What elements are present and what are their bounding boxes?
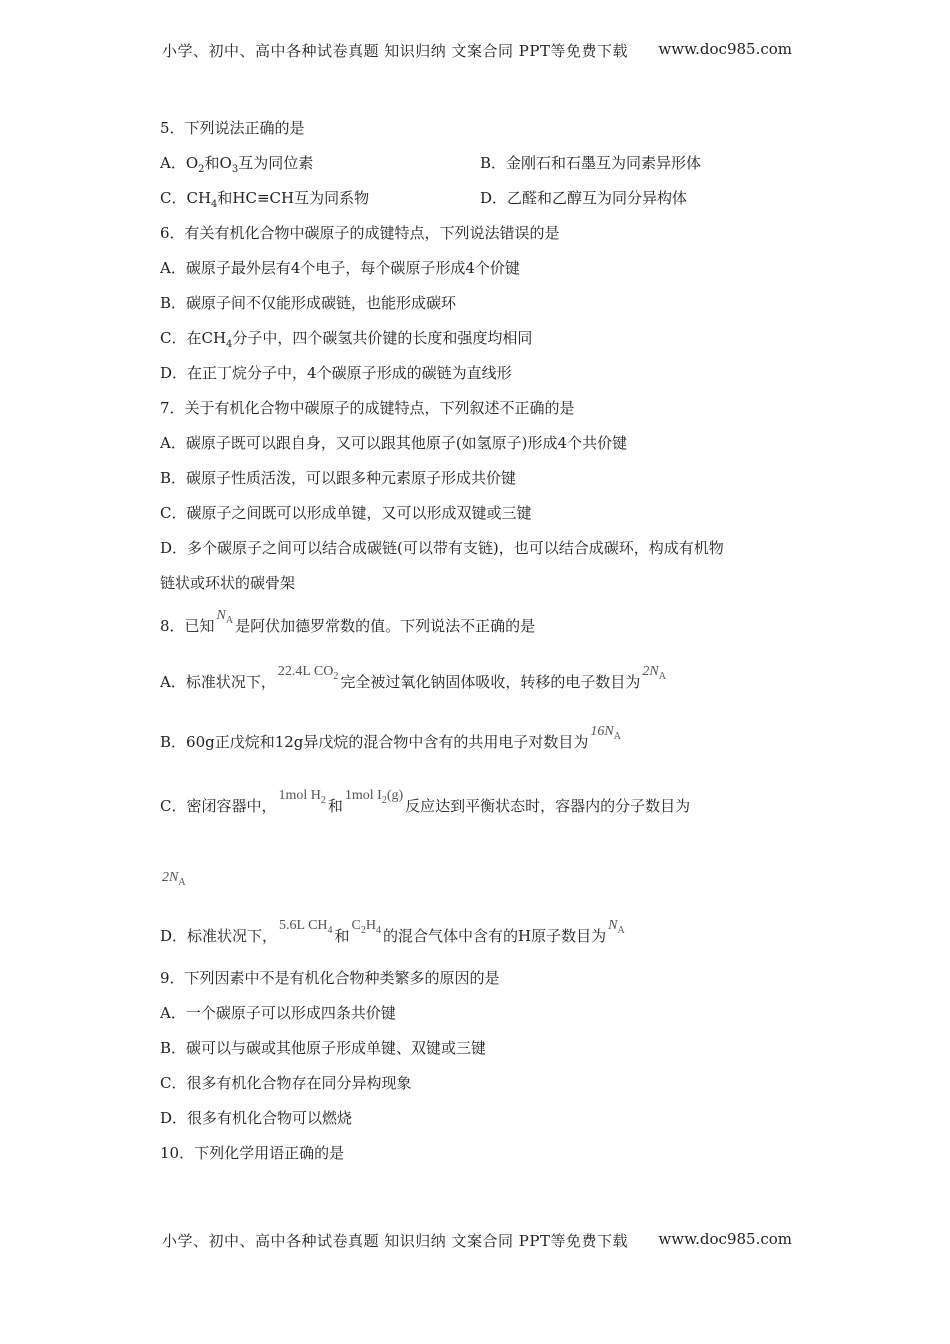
header-text: 小学、初中、高中各种试卷真题 知识归纳 文案合同 PPT等免费下载 [162,42,628,60]
q8-d-answer: $N_A$ [608,918,625,936]
q8-a-answer: $2N_A$ [642,664,666,682]
q6-option-c: C．在$CH_4$分子中，四个碳氢共价键的长度和强度均相同 [160,329,533,350]
q6-option-d: D．在正丁烷分子中，4个碳原子形成的碳链为直线形 [160,364,512,382]
q5-option-a: A．$O_2$和$O_3$互为同位素 [160,154,314,175]
q10-stem: 10．下列化学用语正确的是 [160,1144,345,1162]
q8-d-formula-c2h4: $C_2H_4$ [351,918,381,936]
q5-options-ab [160,151,800,186]
footer-url: www.doc985.com [658,1230,792,1248]
q7-option-d: D．多个碳原子之间可以结合成碳链(可以带有支链)，也可以结合成碳环，构成有机物 [160,539,724,557]
q8-stem: 8．已知$N_A$ 是阿伏加德罗常数的值。下列说法不正确的是 [160,608,536,635]
q5-option-b: B．金刚石和石墨互为同素异形体 [480,154,702,172]
q6-option-a: A．碳原子最外层有4个电子，每个碳原子形成4个价键 [160,259,520,277]
q9-option-a: A．一个碳原子可以形成四条共价键 [160,1004,396,1022]
q6-stem: 6．有关有机化合物中碳原子的成键特点，下列说法错误的是 [160,224,560,242]
q6-option-b: B．碳原子间不仅能形成碳链，也能形成碳环 [160,294,457,312]
q8-d-formula-ch4: 5.6L $CH_4$ [279,918,333,936]
q5-stem: 5．下列说法正确的是 [160,119,305,137]
question-content [160,116,800,1176]
q8-a-formula: 22.4L $CO_2$ [277,664,339,682]
q8-option-c-answer: $2N_A$ [162,870,186,888]
q8-c-formula-i2: 1mol $I_2(g)$ [344,788,404,806]
page-footer [162,1230,792,1251]
q8-option-b: B．60g正戊烷和12g异戊烷的混合物中含有的共用电子对数目为$16N_A$ [160,724,621,751]
q5-option-c: C．$CH_4$和HC≡CH互为同系物 [160,189,370,210]
q9-option-d: D．很多有机化合物可以燃烧 [160,1109,353,1127]
q7-option-c: C．碳原子之间既可以形成单键，又可以形成双键或三键 [160,504,532,522]
q8-option-a: A．标准状况下，22.4L $CO_2$ 完全被过氧化钠固体吸收，转移的电子数目为$2N_A$ [160,664,666,691]
footer-text: 小学、初中、高中各种试卷真题 知识归纳 文案合同 PPT等免费下载 [162,1232,628,1250]
q8-option-c: C．密闭容器中，1mol $H_2$ 和1mol $I_2(g)$反应达到平衡状态时，容器内的分子数目为 [160,788,691,815]
q8-option-d: D．标准状况下，5.6L $CH_4$ 和$C_2H_4$ 的混合气体中含有的H原子数目为$N_A$ [160,918,625,945]
q9-option-b: B．碳可以与碳或其他原子形成单键、双键或三键 [160,1039,487,1057]
q8-b-answer: $16N_A$ [590,724,621,742]
page-header [162,40,792,61]
q8-na-symbol: $N_A$ [216,608,234,626]
q7-stem: 7．关于有机化合物中碳原子的成键特点，下列叙述不正确的是 [160,399,575,417]
header-url: www.doc985.com [658,40,792,58]
q8-c-formula-h2: 1mol $H_2$ [278,788,326,806]
q7-option-b: B．碳原子性质活泼，可以跟多种元素原子形成共价键 [160,469,517,487]
q9-option-c: C．很多有机化合物存在同分异构现象 [160,1074,412,1092]
q9-stem: 9．下列因素中不是有机化合物种类繁多的原因的是 [160,969,500,987]
q5-options-cd [160,186,800,221]
q7-option-a: A．碳原子既可以跟自身，又可以跟其他原子(如氢原子)形成4个共价键 [160,434,628,452]
q5-option-d: D．乙醛和乙醇互为同分异构体 [480,189,688,207]
q7-option-d-continued: 链状或环状的碳骨架 [160,574,296,592]
